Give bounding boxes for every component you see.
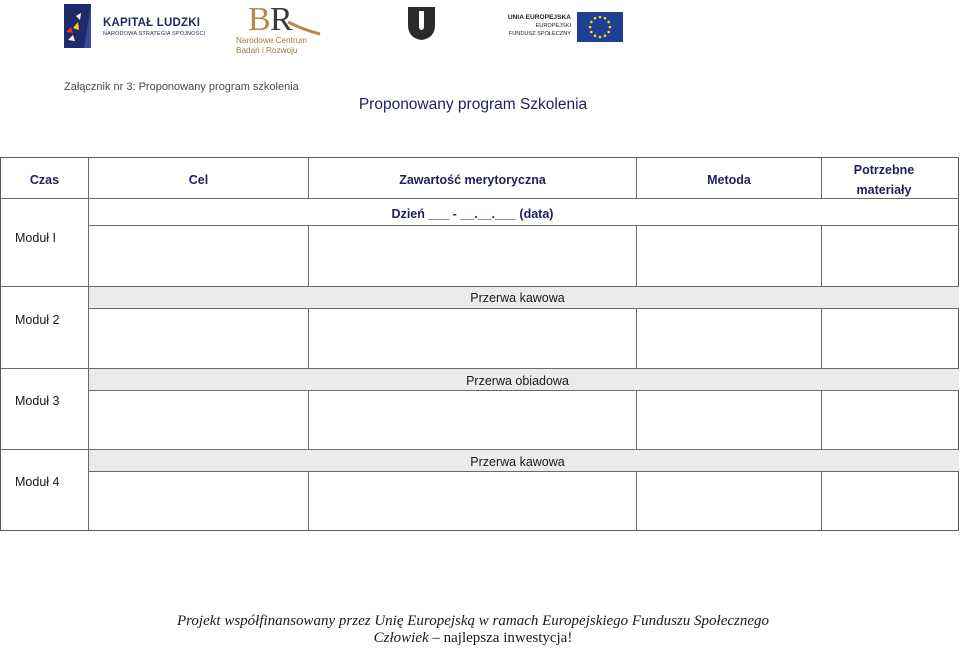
column-divider — [636, 225, 637, 286]
column-divider — [308, 471, 309, 530]
row-divider — [89, 308, 959, 309]
column-divider — [821, 471, 822, 530]
kapital-ludzki-logo — [64, 4, 204, 50]
row-divider — [89, 225, 959, 226]
footer-slogan — [0, 630, 946, 647]
footer-slogan-rest: – najlepsza inwestycja! — [428, 630, 573, 646]
column-divider — [821, 308, 822, 368]
eu-name-line1: UNIA EUROPEJSKA — [507, 14, 571, 21]
svg-text:R: R — [270, 1, 293, 36]
header-materials-line2: materiały — [856, 183, 912, 197]
ncbr-logo — [234, 0, 326, 58]
footer-slogan-emphasis: Człowiek — [373, 630, 429, 646]
row-divider — [89, 471, 959, 472]
column-divider — [821, 390, 822, 449]
header-materials-line1: Potrzebne — [853, 163, 915, 177]
row-divider — [89, 390, 959, 391]
ncbr-name-line1: Narodowe Centrum — [236, 36, 307, 45]
column-divider — [636, 471, 637, 530]
kapital-ludzki-subtitle: NARODOWA STRATEGIA SPÓJNOŚCI — [103, 31, 206, 37]
program-table — [0, 157, 959, 531]
page-title: Proponowany program Szkolenia — [358, 96, 588, 113]
row-divider — [1, 286, 959, 287]
row-divider — [1, 198, 959, 199]
module-label: Moduł I — [15, 231, 56, 245]
header-method: Metoda — [707, 173, 751, 187]
day-date-row: Dzień ___ - __.__.___ (data) — [391, 207, 554, 221]
kapital-ludzki-title: KAPITAŁ LUDZKI — [103, 17, 201, 29]
lunch-break-label: Przerwa obiadowa — [466, 374, 569, 388]
attachment-note: Załącznik nr 3: Proponowany program szkolenia — [64, 81, 299, 93]
module-label: Moduł 2 — [15, 313, 60, 327]
shield-logo — [406, 5, 437, 41]
column-divider — [308, 225, 309, 286]
header-goal: Cel — [188, 173, 209, 187]
module-label: Moduł 3 — [15, 394, 60, 408]
module-label: Moduł 4 — [15, 475, 60, 489]
eu-flag-icon — [577, 12, 623, 42]
ncbr-name-line2: Badań i Rozwoju — [236, 46, 298, 55]
eu-efs-logo — [507, 12, 625, 44]
coffee-break-label: Przerwa kawowa — [470, 455, 565, 469]
kapital-ludzki-emblem-icon — [64, 4, 100, 48]
column-divider — [308, 390, 309, 449]
row-divider — [1, 368, 959, 369]
column-divider — [308, 308, 309, 368]
ncbr-monogram-icon — [234, 0, 324, 36]
coffee-break-label: Przerwa kawowa — [470, 291, 565, 305]
column-divider — [88, 158, 89, 530]
footer-cofinancing-text: Projekt współfinansowany przez Unię Europejską w ramach Europejskiego Funduszu Społecznego — [176, 613, 770, 629]
eu-name-line2: EUROPEJSKI — [535, 23, 571, 29]
shield-icon — [406, 5, 437, 41]
header-time: Czas — [29, 173, 60, 187]
row-divider — [1, 449, 959, 450]
header-content: Zawartość merytoryczna — [399, 173, 546, 187]
column-divider — [636, 390, 637, 449]
eu-name-line3: FUNDUSZ SPOŁECZNY — [508, 30, 571, 37]
column-divider — [821, 225, 822, 286]
svg-text:B: B — [248, 1, 271, 36]
column-divider — [636, 308, 637, 368]
